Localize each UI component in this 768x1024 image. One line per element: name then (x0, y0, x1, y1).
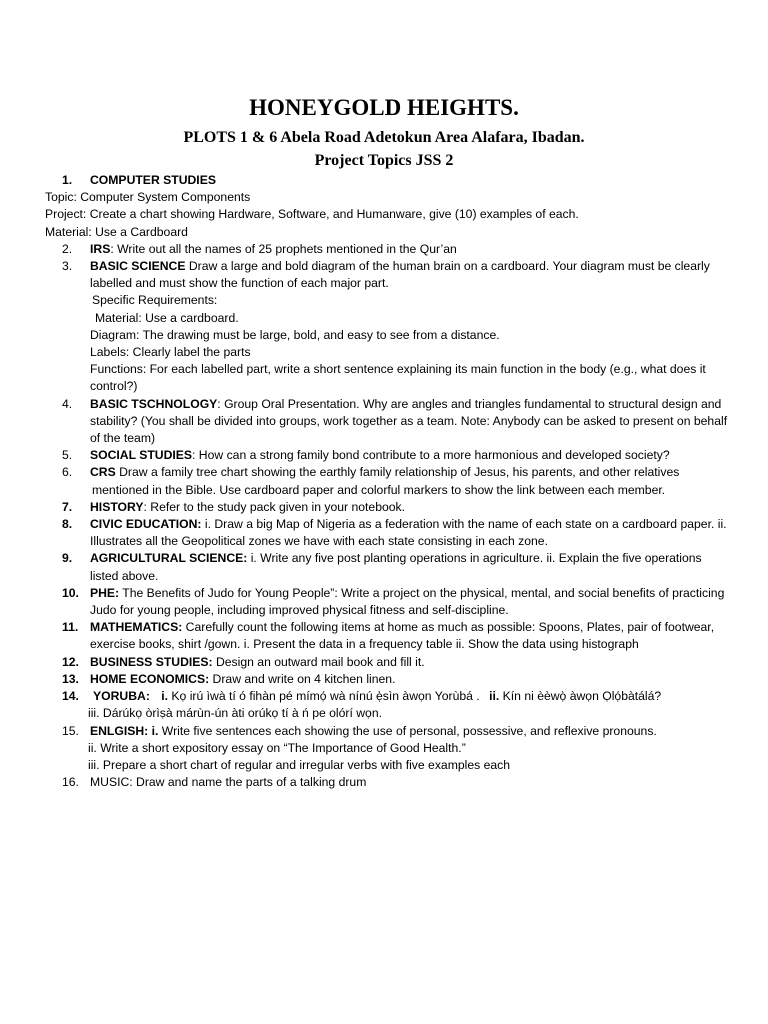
school-address: PLOTS 1 & 6 Abela Road Adetokun Area Alafara, Ibadan. (183, 129, 585, 146)
item-number: 3. (62, 259, 73, 274)
list-item (0, 464, 768, 481)
part-ii-label: ii. (489, 689, 500, 704)
item-text: The Benefits of Judo for Young People”: Write a project on the physical, mental, and social benefits of practicing Judo for young people, including improved physical fitness and self-discipline. (90, 585, 725, 618)
document-title: Project Topics JSS 2 (314, 152, 454, 169)
item-number: 15. (62, 723, 79, 738)
list-item (0, 499, 768, 516)
item-text-continued: mentioned in the Bible. Use cardboard paper and colorful markers to show the link between each member. (92, 482, 666, 497)
item-subject: PHE: (90, 585, 120, 600)
item-subject: CIVIC EDUCATION: (90, 517, 202, 532)
part-ii-text: Kín ni èèwọ̀ àwọn Ọlọ́bàtálá? (499, 689, 662, 704)
part-i-text: Kọ irú ìwà tí ó fihàn pé mímọ́ wà nínú ẹ̀sìn àwọn Yorùbá . (168, 689, 480, 704)
item-number: 8. (62, 517, 73, 532)
item-number: 13. (62, 671, 79, 686)
item-number: 10. (62, 585, 79, 600)
item-subject: HISTORY (90, 499, 144, 514)
school-name: HONEYGOLD HEIGHTS. (249, 95, 519, 120)
item-number: 2. (62, 241, 73, 256)
requirement-labels: Labels: Clearly label the parts (90, 345, 251, 360)
item-text: Draw a large and bold diagram of the human brain on a cardboard. Your diagram must be clearly labelled and must show the function of each major part. (90, 259, 710, 291)
item-text: MUSIC: Draw and name the parts of a talking drum (90, 775, 367, 790)
part-i-label: i. (161, 689, 169, 704)
item-number: 14. (62, 689, 79, 704)
list-item (0, 619, 768, 653)
item-number: 12. (62, 654, 79, 669)
project-list (0, 172, 768, 791)
item-text: Draw a family tree chart showing the earthly family relationship of Jesus, his parents, and other relatives (115, 465, 680, 480)
item-text: Draw and write on 4 kitchen linen. (209, 671, 396, 686)
requirements-heading: Specific Requirements: (92, 293, 218, 308)
item-topic: Topic: Computer System Components (45, 190, 251, 205)
item-subject: ENLGISH: (90, 723, 149, 738)
item-number: 16. (62, 775, 79, 790)
item-subject: COMPUTER STUDIES (90, 173, 216, 187)
item-subject: MATHEMATICS: (90, 620, 183, 635)
item-text: : How can a strong family bond contribute to a more harmonious and developed society? (192, 448, 670, 463)
list-item (0, 516, 768, 550)
item-text: Design an outward mail book and fill it. (212, 654, 425, 669)
item-text: : Write out all the names of 25 prophets mentioned in the Qur’an (110, 241, 457, 256)
item-number: 5. (62, 448, 73, 463)
list-item (0, 447, 768, 464)
part-i-text: Write five sentences each showing the use of personal, possessive, and reflexive pronouns. (158, 723, 657, 738)
item-subject: BASIC SCIENCE (90, 259, 186, 274)
list-item (0, 550, 768, 584)
item-material: Material: Use a Cardboard (45, 224, 188, 239)
list-item (0, 585, 768, 619)
item-text: : Group Oral Presentation. Why are angles and triangles fundamental to structural design and stability? (You shall be divided into groups, work together as a team. Note: Anybody can be asked to present on behalf of the team) (90, 396, 728, 446)
item-subject: IRS (90, 241, 111, 256)
item-number: 11. (62, 620, 79, 635)
part-i-label: i. (151, 723, 159, 738)
list-item (0, 396, 768, 448)
part-iii-text: iii. Dárúkọ òrìṣà márùn-ún àti orúkọ tí à ń pe olórí wọn. (88, 706, 382, 721)
item-number: 4. (62, 396, 73, 411)
list-item (0, 172, 768, 189)
requirement-functions-text: Functions: For each labelled part, write a short sentence explaining its main function in the body (e.g., what does it control?) (90, 362, 706, 394)
list-item (0, 671, 768, 688)
item-subject: BUSINESS STUDIES: (90, 654, 213, 669)
item-subject: YORUBA: (93, 689, 150, 704)
part-ii-text: ii. Write a short expository essay on “The Importance of Good Health.” (88, 740, 466, 755)
item-number: 9. (62, 551, 73, 566)
list-item (0, 654, 768, 671)
item-number: 1. (62, 173, 73, 187)
item-project: Project: Create a chart showing Hardware, Software, and Humanware, give (10) examples of each. (45, 207, 579, 222)
requirement-diagram: Diagram: The drawing must be large, bold, and easy to see from a distance. (90, 327, 500, 342)
item-subject: BASIC TSCHNOLOGY (90, 396, 218, 411)
part-iii-text: iii. Prepare a short chart of regular and irregular verbs with five examples each (88, 757, 511, 772)
list-item (0, 258, 768, 292)
requirement-material: Material: Use a cardboard. (95, 310, 239, 325)
requirement-functions (0, 361, 768, 395)
list-item (0, 723, 768, 740)
item-text: i. Draw a big Map of Nigeria as a federation with the name of each state on a cardboard paper. ii. Illustrates all the Geopolitical zones we have with each state consisting in each zone. (90, 517, 727, 549)
list-item (0, 774, 768, 791)
item-subject: HOME ECONOMICS: (90, 671, 210, 686)
item-number: 7. (62, 499, 73, 514)
item-subject: SOCIAL STUDIES (90, 448, 193, 463)
item-text: Carefully count the following items at home as much as possible: Spoons, Plates, pair of footwear, exercise books, shirt /gown. i. Present the data in a frequency table ii. Show the data using histograph (90, 620, 715, 652)
item-number: 6. (62, 465, 73, 480)
item-subject: CRS (90, 465, 116, 480)
list-item (0, 241, 768, 258)
item-text: : Refer to the study pack given in your notebook. (143, 499, 406, 514)
item-text: i. Write any five post planting operations in agriculture. ii. Explain the five operations listed above. (90, 551, 702, 583)
item-subject: AGRICULTURAL SCIENCE: (90, 551, 248, 566)
list-item (0, 688, 768, 705)
